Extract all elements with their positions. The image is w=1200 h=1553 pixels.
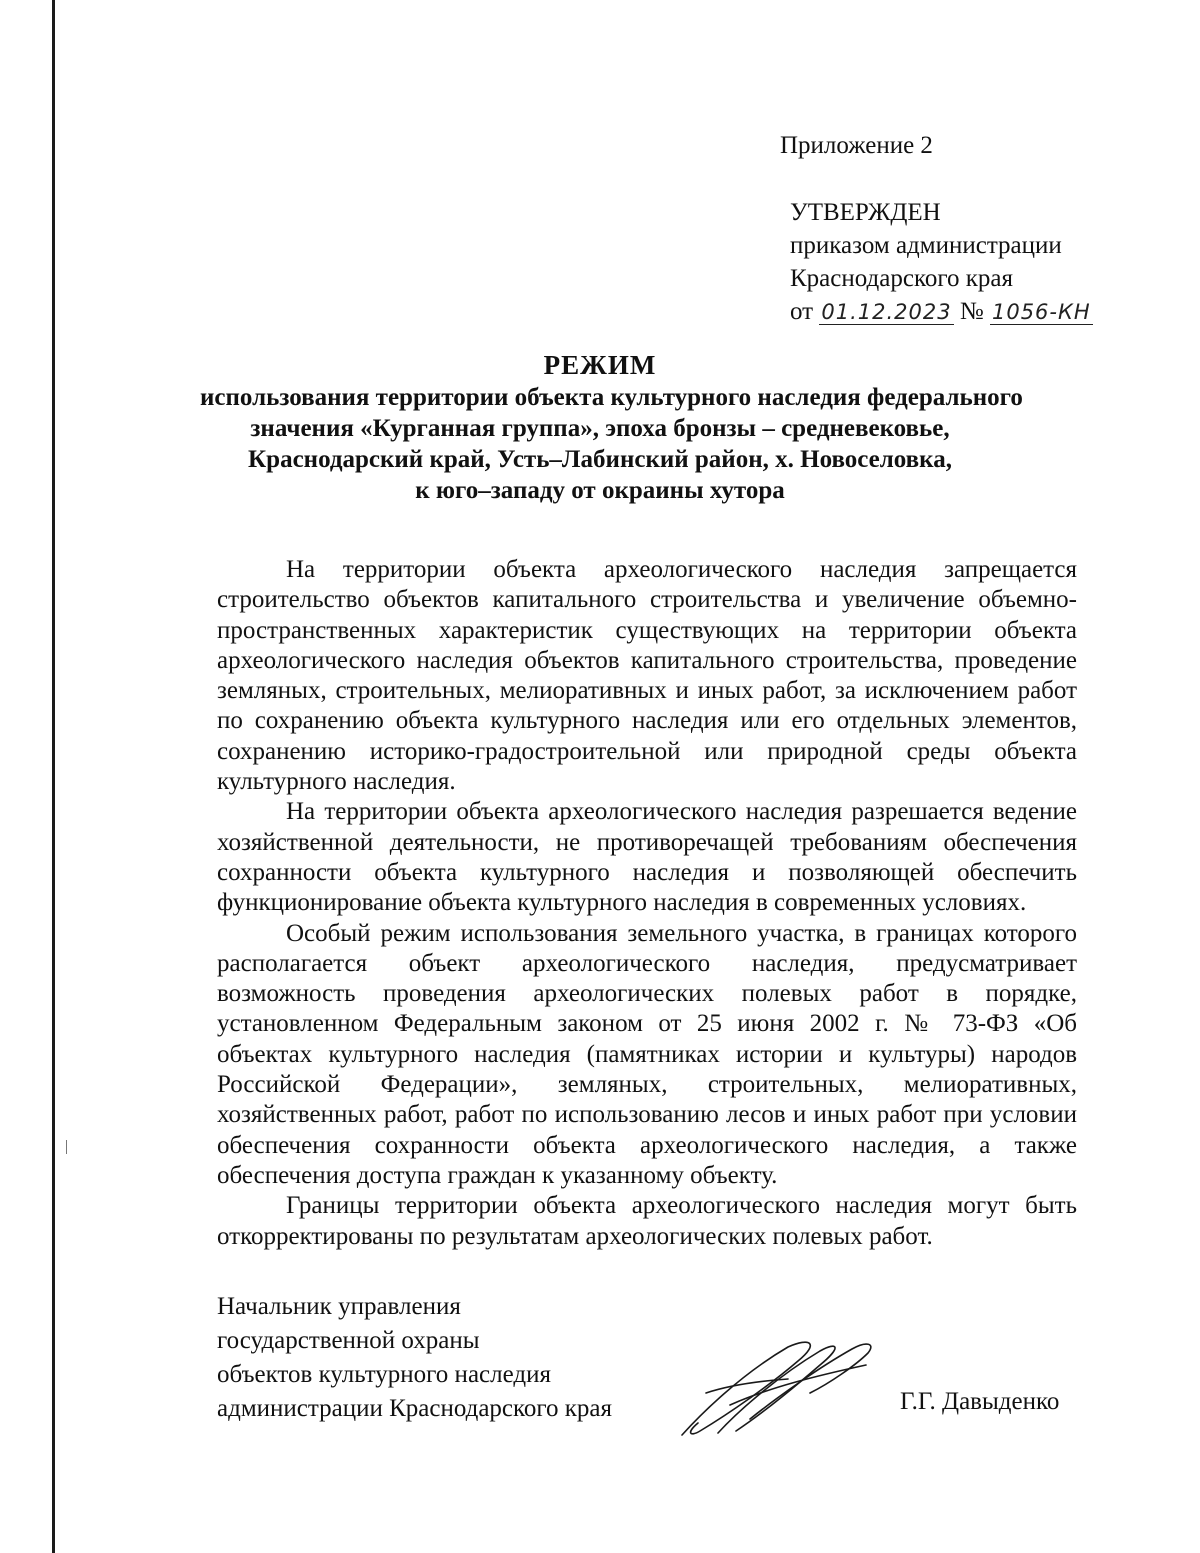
signer-name: Г.Г. Давыденко xyxy=(900,1388,1060,1415)
title-subtitle xyxy=(200,382,1023,506)
body-paragraph: На территории объекта археологического наследия запрещается строительство объектов капитального строительства и увеличение объемно-пространственных характеристик существующих на территории объекта археологического наследия объектов капитального строительства, проведение земляных, строительных, мелиоративных и иных работ, за исключением работ по сохранению объекта культурного наследия или его отдельных элементов, сохранению историко-градостроительной или природной среды объекта культурного наследия. xyxy=(217,556,1077,796)
scan-edge-line xyxy=(52,0,55,1553)
title-line: значения «Курганная группа», эпоха бронзы – средневековье, xyxy=(250,415,950,442)
position-line: Начальник управления xyxy=(217,1293,461,1320)
position-line: объектов культурного наследия xyxy=(217,1361,551,1388)
body-paragraph: Границы территории объекта археологического наследия могут быть откорректированы по результатам археологических полевых работ. xyxy=(217,1192,1077,1250)
approved-stamp-text: УТВЕРЖДЕН xyxy=(790,199,941,226)
position-line: администрации Краснодарского края xyxy=(217,1395,613,1422)
title-main: РЕЖИМ xyxy=(543,350,657,380)
document-body xyxy=(217,555,1077,1252)
title-line: использования территории объекта культурного наследия федерального xyxy=(200,384,1023,411)
title-line: к юго–западу от окраины хутора xyxy=(415,477,785,504)
order-line xyxy=(790,295,1093,328)
handwritten-signature xyxy=(670,1335,890,1445)
approval-block xyxy=(790,196,1093,328)
title-line: Краснодарский край, Усть–Лабинский район, х. Новоселовка, xyxy=(248,446,952,473)
order-number-prefix: № xyxy=(959,298,984,325)
body-paragraph: На территории объекта археологического наследия разрешается ведение хозяйственной деятельности, не противоречащей требованиям обеспечения сохранности объекта культурного наследия и позволяющей обеспечить функционирование объекта культурного наследия в современных условиях. xyxy=(217,798,1077,917)
order-date-handwritten: 01.12.2023 xyxy=(821,300,952,324)
document-title xyxy=(200,348,1023,506)
approved-by-line-1: приказом администрации xyxy=(790,232,1062,259)
order-prefix: от xyxy=(790,298,814,325)
position-line: государственной охраны xyxy=(217,1327,480,1354)
scan-mark xyxy=(66,1140,67,1154)
body-paragraph: Особый режим использования земельного участка, в границах которого располагается объект археологического наследия, предусматривает возможность проведения археологических полевых работ в порядке, установленном Федеральным законом от 25 июня 2002 г. № 73-ФЗ «Об объектах культурного наследия (памятниках истории и культуры) народов Российской Федерации», земляных, строительных, мелиоративных, хозяйственных работ, работ по использованию лесов и иных работ при условии обеспечения сохранности объекта археологического наследия, а также обеспечения доступа граждан к указанному объекту. xyxy=(217,919,1077,1189)
appendix-label: Приложение 2 xyxy=(780,132,933,159)
order-number-handwritten: 1056-КН xyxy=(991,300,1091,324)
approved-by-line-2: Краснодарского края xyxy=(790,265,1013,292)
signatory-position xyxy=(217,1290,612,1426)
